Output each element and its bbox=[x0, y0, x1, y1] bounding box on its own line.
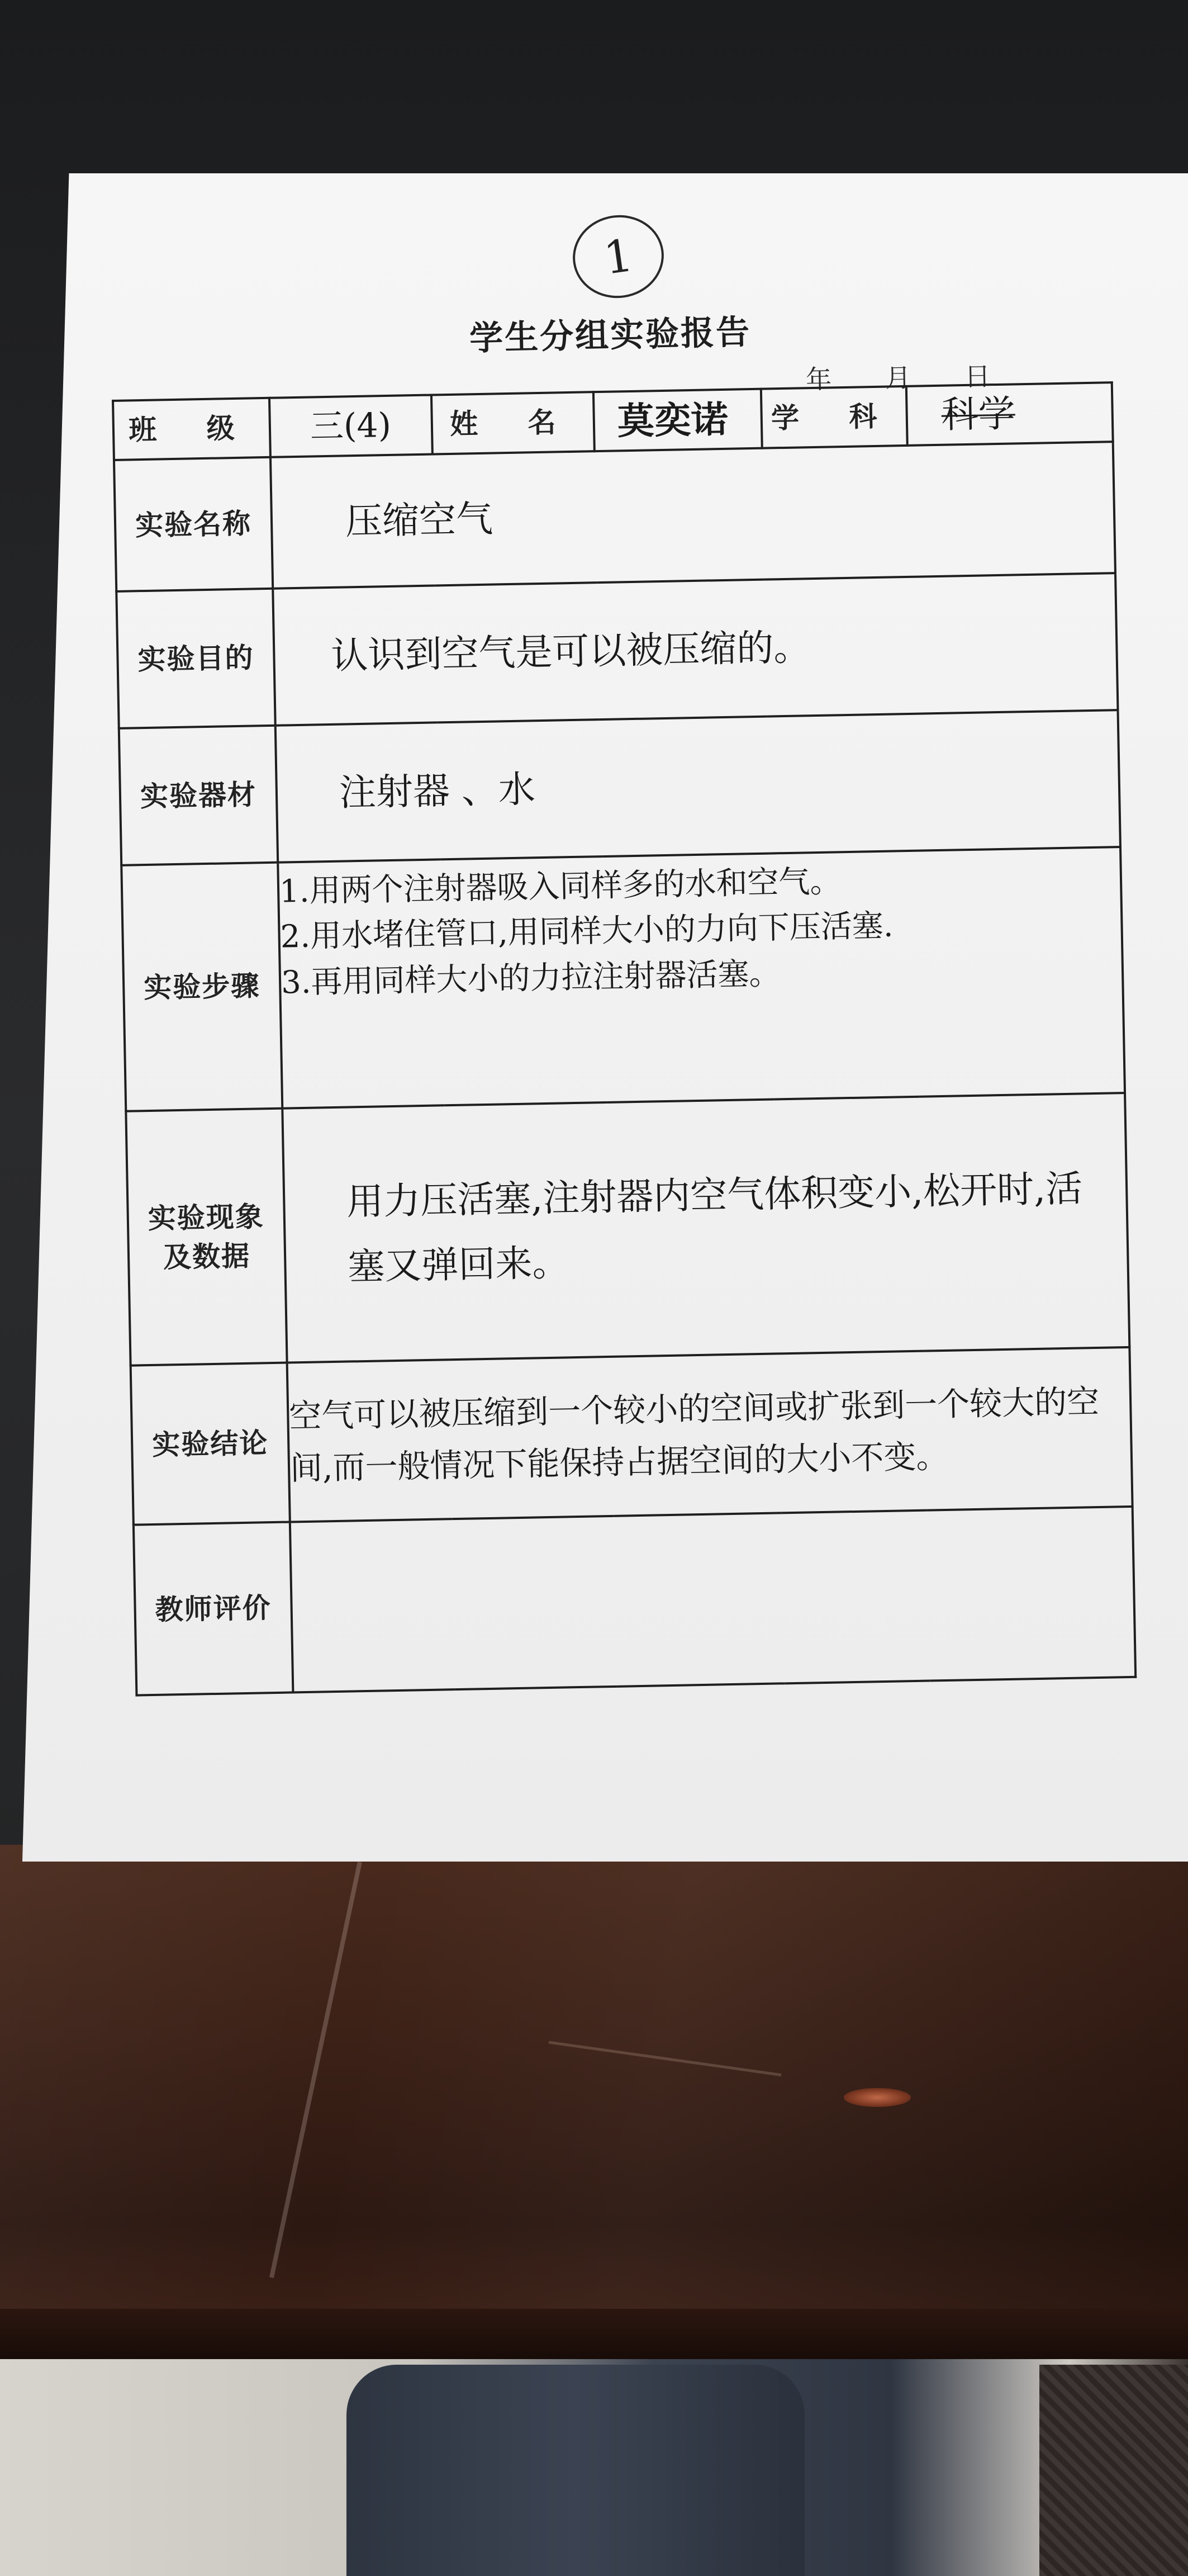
phenomenon-row bbox=[126, 1093, 1129, 1366]
name-value: 莫奕诺 bbox=[593, 389, 762, 452]
person-leg bbox=[346, 2365, 805, 2576]
knit-fabric bbox=[1039, 2365, 1188, 2576]
name-label: 姓 名 bbox=[431, 392, 595, 454]
steps-row bbox=[121, 847, 1125, 1111]
steps-value bbox=[278, 847, 1125, 1109]
class-value: 三(4) bbox=[269, 395, 433, 458]
teacher-comment-row bbox=[134, 1507, 1135, 1696]
teacher-comment-label: 教师评价 bbox=[134, 1522, 293, 1696]
experiment-name-value: 压缩空气 bbox=[270, 442, 1115, 589]
steps-label: 实验步骤 bbox=[121, 863, 282, 1111]
class-label: 班 级 bbox=[113, 398, 270, 460]
wooden-desk bbox=[0, 1845, 1188, 2320]
conclusion-label: 实验结论 bbox=[131, 1363, 290, 1525]
date-year: 年 bbox=[805, 364, 832, 395]
subject-label: 学 科 bbox=[761, 386, 907, 448]
experiment-name-label: 实验名称 bbox=[114, 457, 273, 591]
conclusion-row bbox=[131, 1347, 1133, 1525]
report-form-table bbox=[112, 381, 1137, 1697]
phenomenon-label-line2: 及数据 bbox=[163, 1239, 251, 1274]
date-month: 月 bbox=[885, 362, 911, 394]
equipment-label: 实验器材 bbox=[119, 726, 278, 865]
purpose-row bbox=[116, 573, 1118, 728]
report-title: 学生分组实验报告 bbox=[469, 312, 752, 358]
step-item: 2.用水堵住管口,用同样大小的力向下压活塞. bbox=[280, 908, 894, 956]
subject-value: 科学 bbox=[906, 382, 1113, 446]
equipment-value: 注射器 、水 bbox=[275, 710, 1120, 863]
desk-knot bbox=[844, 2088, 911, 2107]
step-item: 1.用两个注射器吸入同样多的水和空气。 bbox=[279, 863, 842, 910]
phenomenon-label bbox=[126, 1109, 287, 1366]
teacher-comment-value bbox=[290, 1507, 1135, 1693]
page-number: 1 bbox=[600, 229, 636, 285]
step-item: 3.再用同样大小的力拉注射器活塞。 bbox=[281, 955, 781, 1001]
phenomenon-value: 用力压活塞,注射器内空气体积变小,松开时,活塞又弹回来。 bbox=[282, 1093, 1129, 1363]
purpose-label: 实验目的 bbox=[116, 589, 275, 728]
desk-edge bbox=[0, 2309, 1188, 2359]
phenomenon-label-line1: 实验现象 bbox=[148, 1200, 265, 1235]
conclusion-value: 空气可以被压缩到一个较小的空间或扩张到一个较大的空间,而一般情况下能保持占据空间的大小不变。 bbox=[287, 1347, 1133, 1522]
equipment-row bbox=[119, 710, 1120, 865]
purpose-value: 认识到空气是可以被压缩的。 bbox=[273, 573, 1118, 726]
date-day: 日 bbox=[964, 361, 991, 392]
experiment-name-row bbox=[114, 442, 1115, 591]
